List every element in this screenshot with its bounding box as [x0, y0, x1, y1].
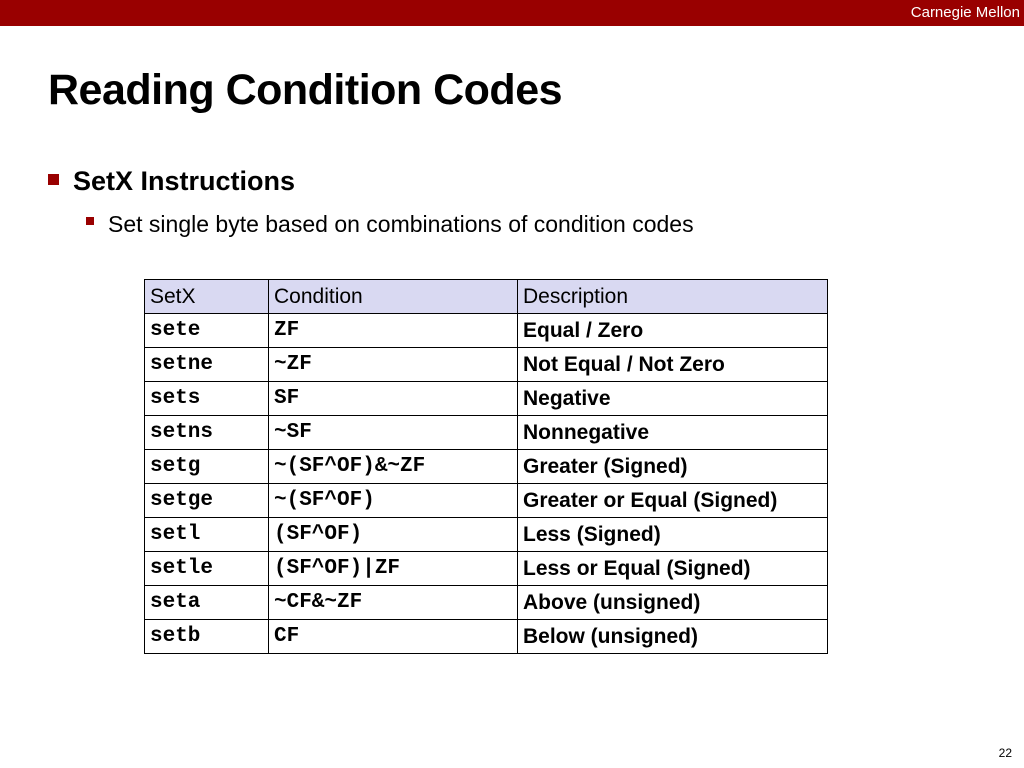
- cell-description: Greater (Signed): [518, 450, 828, 484]
- cell-description: Equal / Zero: [518, 314, 828, 348]
- cell-description: Below (unsigned): [518, 620, 828, 654]
- table-row: [145, 348, 828, 382]
- cell-setx: sete: [145, 314, 269, 348]
- table-row: [145, 314, 828, 348]
- cell-condition: CF: [269, 620, 518, 654]
- cell-description: Less (Signed): [518, 518, 828, 552]
- cell-setx: setle: [145, 552, 269, 586]
- table-row: [145, 620, 828, 654]
- header-setx: SetX: [145, 280, 269, 314]
- cell-description: Negative: [518, 382, 828, 416]
- bullet-level2-text: Set single byte based on combinations of condition codes: [108, 211, 694, 237]
- slide-title: Reading Condition Codes: [48, 66, 563, 114]
- cell-condition: ~ZF: [269, 348, 518, 382]
- cell-setx: setne: [145, 348, 269, 382]
- cell-setx: seta: [145, 586, 269, 620]
- cell-setx: setge: [145, 484, 269, 518]
- cell-description: Above (unsigned): [518, 586, 828, 620]
- cell-setx: setl: [145, 518, 269, 552]
- bullet-level1-text: SetX Instructions: [73, 166, 296, 196]
- table-header-row: [145, 280, 828, 314]
- bullet-square-icon: [48, 174, 59, 185]
- table-row: [145, 450, 828, 484]
- cell-setx: sets: [145, 382, 269, 416]
- cell-description: Not Equal / Not Zero: [518, 348, 828, 382]
- cell-setx: setns: [145, 416, 269, 450]
- cell-condition: ~CF&~ZF: [269, 586, 518, 620]
- table-row: [145, 416, 828, 450]
- brand-label: Carnegie Mellon: [910, 4, 1020, 21]
- setx-table: [144, 279, 828, 654]
- table-row: [145, 552, 828, 586]
- cell-condition: SF: [269, 382, 518, 416]
- table-row: [145, 518, 828, 552]
- header-description: Description: [518, 280, 828, 314]
- table-row: [145, 382, 828, 416]
- cell-description: Nonnegative: [518, 416, 828, 450]
- cell-setx: setg: [145, 450, 269, 484]
- header-condition: Condition: [269, 280, 518, 314]
- cell-description: Less or Equal (Signed): [518, 552, 828, 586]
- cell-condition: ~SF: [269, 416, 518, 450]
- cell-setx: setb: [145, 620, 269, 654]
- page-number: 22: [998, 746, 1012, 760]
- cell-condition: ~(SF^OF): [269, 484, 518, 518]
- bullet-level2: [86, 211, 694, 238]
- table-row: [145, 484, 828, 518]
- table-row: [145, 586, 828, 620]
- bullet-square-small-icon: [86, 217, 94, 225]
- bullet-level1: [48, 166, 295, 197]
- cell-condition: (SF^OF): [269, 518, 518, 552]
- cell-condition: ~(SF^OF)&~ZF: [269, 450, 518, 484]
- header-bar: [0, 0, 1024, 26]
- cell-condition: (SF^OF)|ZF: [269, 552, 518, 586]
- cell-description: Greater or Equal (Signed): [518, 484, 828, 518]
- cell-condition: ZF: [269, 314, 518, 348]
